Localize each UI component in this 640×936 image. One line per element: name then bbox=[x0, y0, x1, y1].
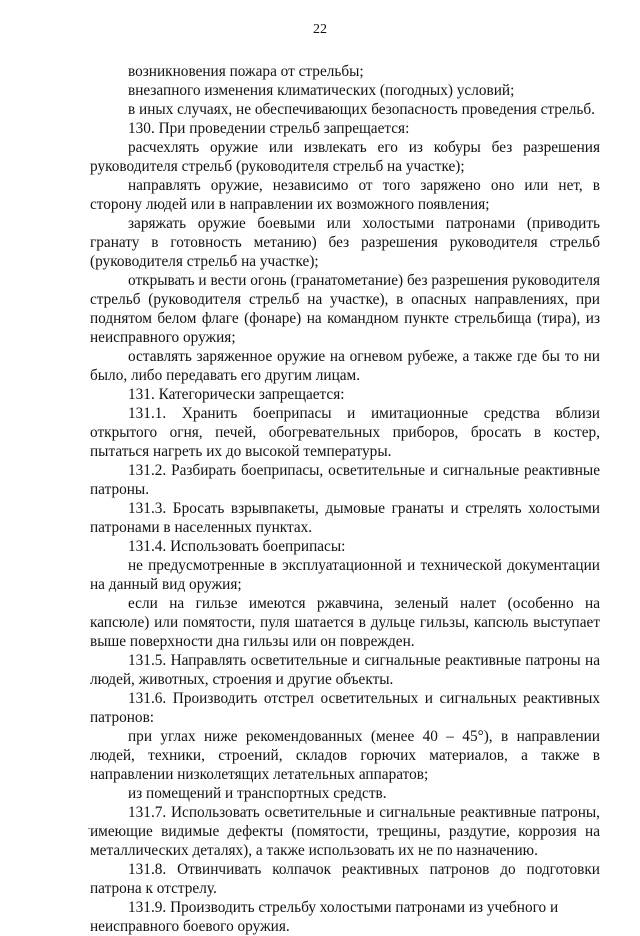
clause-131-7: 131.7. Использовать осветительные и сигнальные реактивные патроны, имеющие видимые дефекты (помятости, трещины, раздутие, коррозия на металлических деталях), а также использовать их не по назначению. bbox=[90, 804, 600, 859]
document-body bbox=[90, 62, 600, 936]
paragraph: расчехлять оружие или извлекать его из кобуры без разрешения руководителя стрельб (руководителя стрельб на участке); bbox=[90, 139, 600, 175]
paragraph: внезапного изменения климатических (погодных) условий; bbox=[128, 82, 515, 99]
paragraph: не предусмотренные в эксплуатационной и технической документации на данный вид оружия; bbox=[90, 557, 600, 593]
paragraph: из помещений и транспортных средств. bbox=[128, 785, 387, 802]
clause-131-5: 131.5. Направлять осветительные и сигнальные реактивные патроны на людей, животных, строения и другие объекты. bbox=[90, 652, 600, 688]
page-number: 22 bbox=[313, 22, 327, 37]
paragraph: оставлять заряженное оружие на огневом рубеже, а также где бы то ни было, либо передавать его другим лицам. bbox=[90, 348, 600, 384]
section-heading-131: 131. Категорически запрещается: bbox=[128, 386, 345, 403]
paragraph: в иных случаях, не обеспечивающих безопасность проведения стрельб. bbox=[128, 101, 595, 118]
paragraph: возникновения пожара от стрельбы; bbox=[128, 63, 364, 80]
clause-131-6: 131.6. Производить отстрел осветительных и сигнальных реактивных патронов: bbox=[90, 690, 600, 726]
paragraph: заряжать оружие боевыми или холостыми патронами (приводить гранату в готовность метанию) без разрешения руководителя стрельб (руководителя стрельб на участке); bbox=[90, 215, 600, 270]
clause-131-1: 131.1. Хранить боеприпасы и имитационные средства вблизи открытого огня, печей, обогревательных приборов, бросать в костер, пытаться нагреть их до высокой температуры. bbox=[90, 405, 600, 460]
paragraph: при углах ниже рекомендованных (менее 40 – 45°), в направлении людей, техники, строений, складов горючих материалов, а также в направлении низколетящих летательных аппаратов; bbox=[90, 728, 600, 783]
clause-131-2: 131.2. Разбирать боеприпасы, осветительные и сигнальные реактивные патроны. bbox=[90, 462, 600, 498]
clause-131-4: 131.4. Использовать боеприпасы: bbox=[128, 538, 346, 555]
clause-131-3: 131.3. Бросать взрывпакеты, дымовые гранаты и стрелять холостыми патронами в населенных пунктах. bbox=[90, 500, 600, 536]
paragraph: открывать и вести огонь (гранатометание) без разрешения руководителя стрельб (руководителя стрельб на участке), в опасных направлениях, при поднятом белом флаге (фонаре) на командном пункте стрельбища (тира), из неисправного оружия; bbox=[90, 272, 600, 346]
scan-artifact-mark bbox=[88, 828, 104, 831]
clause-131-9: 131.9. Производить стрельбу холостыми патронами из учебного и неисправного боевого оружия. bbox=[90, 899, 559, 935]
paragraph: направлять оружие, независимо от того заряжено оно или нет, в сторону людей или в направлении их возможного появления; bbox=[90, 177, 600, 213]
clause-131-8: 131.8. Отвинчивать колпачок реактивных патронов до подготовки патрона к отстрелу. bbox=[90, 861, 600, 897]
section-heading-130: 130. При проведении стрельб запрещается: bbox=[128, 120, 410, 137]
paragraph: если на гильзе имеются ржавчина, зеленый налет (особенно на капсюле) или помятости, пуля шатается в дульце гильзы, капсюль выступает выше поверхности дна гильзы или он поврежден. bbox=[90, 595, 600, 650]
